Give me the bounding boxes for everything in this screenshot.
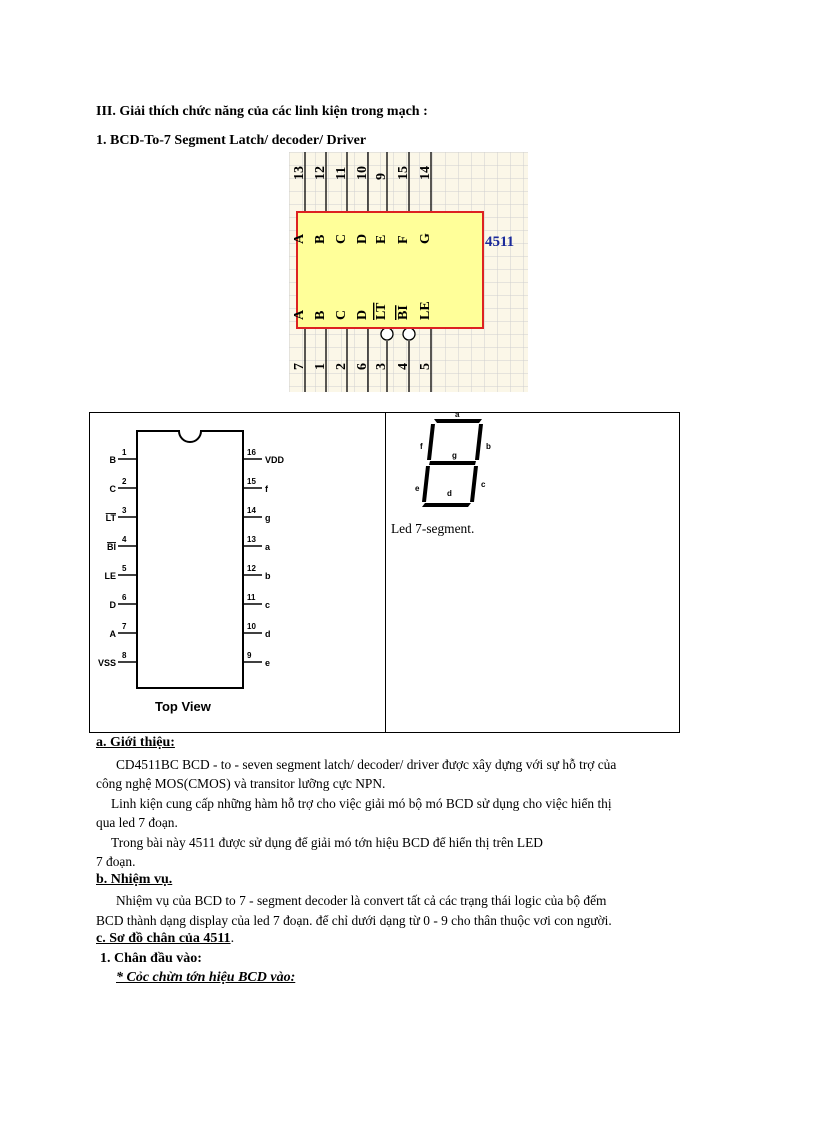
table-divider (385, 413, 386, 732)
pin-diagram-heading-end: . (230, 931, 235, 946)
seven-segment-svg (410, 413, 500, 508)
led-caption: Led 7-segment. (391, 521, 475, 536)
intro-line-3: Linh kiện cung cấp những hàm hỗ trợ cho việc giải mó bộ mó BCD sử dụng cho việc hiển thị (111, 796, 612, 811)
seg-label-e: e (415, 484, 420, 493)
left-pin-number: 1 (122, 448, 127, 457)
top-pin-number-1: 12 (313, 166, 328, 180)
input-label-6: LE (418, 301, 433, 320)
right-pin-label: VDD (265, 455, 285, 465)
task-line-2: BCD thành dạng display của led 7 đoạn. để chỉ dưới dạng từ 0 - 9 cho thân thuộc vơi con người. (96, 913, 612, 928)
left-pin-label: LT (105, 513, 116, 523)
input-label-5: BI (396, 305, 411, 320)
right-pin-label: d (265, 629, 271, 639)
segment-d (422, 503, 471, 507)
segment-a (434, 419, 482, 423)
output-label-2: C (334, 233, 349, 244)
right-pin-label: c (265, 600, 271, 610)
left-pin-number: 8 (122, 651, 127, 660)
right-pin-number: 14 (247, 506, 256, 515)
top-pin-number-5: 15 (396, 166, 411, 180)
left-pin-number: 2 (122, 477, 127, 486)
left-pin-number: 5 (122, 564, 127, 573)
output-label-6: G (418, 233, 433, 244)
seg-label-d: d (447, 489, 452, 498)
left-pin-number: 4 (122, 535, 127, 544)
segment-b (475, 424, 483, 460)
output-label-3: D (355, 233, 370, 244)
segment-c (470, 466, 478, 502)
intro-line-6: 7 đoạn. (96, 854, 136, 869)
ic-body (297, 212, 483, 328)
intro-heading: a. Giới thiệu: (96, 735, 175, 750)
top-pin-number-3: 10 (355, 166, 370, 180)
bottom-pin-number-2: 2 (334, 363, 349, 370)
output-label-1: B (313, 234, 328, 244)
part-number-label: 4511 (485, 234, 515, 250)
right-pin-label: g (265, 513, 271, 523)
pinout-table (89, 412, 680, 733)
left-pin-label: C (109, 484, 116, 494)
top-pin-number-0: 13 (292, 166, 307, 180)
bcd-inputs-heading: * Cỏc chừn tớn hiệu BCD vào: (116, 970, 296, 985)
top-pin-number-6: 14 (418, 166, 433, 180)
bottom-pin-number-1: 1 (313, 363, 328, 370)
inversion-bubble (403, 328, 415, 340)
segment-f (427, 424, 435, 460)
bottom-pin-number-0: 7 (292, 363, 307, 370)
bottom-pin-number-6: 5 (418, 363, 433, 370)
left-pin-number: 7 (122, 622, 127, 631)
section-heading: III. Giải thích chức năng của các linh kiện trong mạch : (96, 104, 428, 119)
intro-line-5: Trong bài này 4511 được sử dụng để giải mó tớn hiệu BCD để hiển thị trên LED (111, 835, 543, 850)
right-pin-number: 15 (247, 477, 256, 486)
right-pin-number: 10 (247, 622, 256, 631)
intro-line-1: CD4511BC BCD - to - seven segment latch/ decoder/ driver được xây dựng với sự hỗ trợ của (116, 757, 617, 772)
output-label-4: E (374, 234, 389, 244)
left-pin-number: 6 (122, 593, 127, 602)
intro-line-2: công nghệ MOS(CMOS) và transitor lưỡng cực NPN. (96, 776, 386, 791)
left-pin-label: BI (107, 542, 116, 552)
seg-label-b: b (486, 442, 491, 451)
right-pin-label: f (265, 484, 268, 494)
input-label-4: LT (374, 302, 389, 320)
top-pin-number-4: 9 (374, 173, 389, 180)
segment-g (429, 461, 476, 465)
seg-label-a: a (455, 413, 460, 419)
right-pin-label: e (265, 658, 271, 668)
left-pin-label: B (109, 455, 116, 465)
seg-label-f: f (420, 442, 423, 451)
left-pin-number: 3 (122, 506, 127, 515)
task-heading: b. Nhiệm vụ. (96, 872, 173, 887)
left-pin-label: D (109, 600, 116, 610)
left-pin-label: LE (104, 571, 116, 581)
task-line-1: Nhiệm vụ của BCD to 7 - segment decoder là convert tất cả các trạng thái logic của bộ đếm (116, 893, 607, 908)
pin-diagram-heading-row (96, 931, 234, 947)
right-pin-number: 13 (247, 535, 256, 544)
bottom-pin-number-5: 4 (396, 363, 411, 370)
dip-package-body (137, 431, 243, 688)
ic-symbol-svg (289, 152, 528, 392)
bottom-pin-number-4: 3 (374, 363, 389, 370)
inversion-bubble (381, 328, 393, 340)
input-label-3: D (355, 309, 370, 320)
pin-diagram-heading: c. Sơ đồ chân của 4511 (96, 931, 231, 946)
top-pin-number-2: 11 (334, 166, 349, 180)
input-label-2: C (334, 309, 349, 320)
intro-line-4: qua led 7 đoạn. (96, 815, 178, 830)
input-label-0: A (292, 309, 307, 320)
left-pin-label: VSS (97, 658, 116, 668)
input-pins-heading: 1. Chân đầu vào: (100, 951, 202, 966)
seg-label-c: c (481, 480, 486, 489)
bottom-pin-number-3: 6 (355, 363, 370, 370)
output-label-0: A (292, 233, 307, 244)
right-pin-label: a (265, 542, 271, 552)
subsection-heading: 1. BCD-To-7 Segment Latch/ decoder/ Driver (96, 133, 367, 148)
ic-symbol-figure (289, 152, 528, 392)
right-pin-number: 16 (247, 448, 256, 457)
pinout-svg (90, 413, 385, 732)
output-label-5: F (396, 235, 411, 244)
right-pin-number: 9 (247, 651, 252, 660)
segment-e (422, 466, 430, 502)
right-pin-number: 11 (247, 593, 256, 602)
top-view-caption: Top View (155, 699, 211, 714)
seg-label-g: g (452, 451, 457, 460)
input-label-1: B (313, 310, 328, 320)
right-pin-number: 12 (247, 564, 256, 573)
left-pin-label: A (109, 629, 116, 639)
right-pin-label: b (265, 571, 271, 581)
